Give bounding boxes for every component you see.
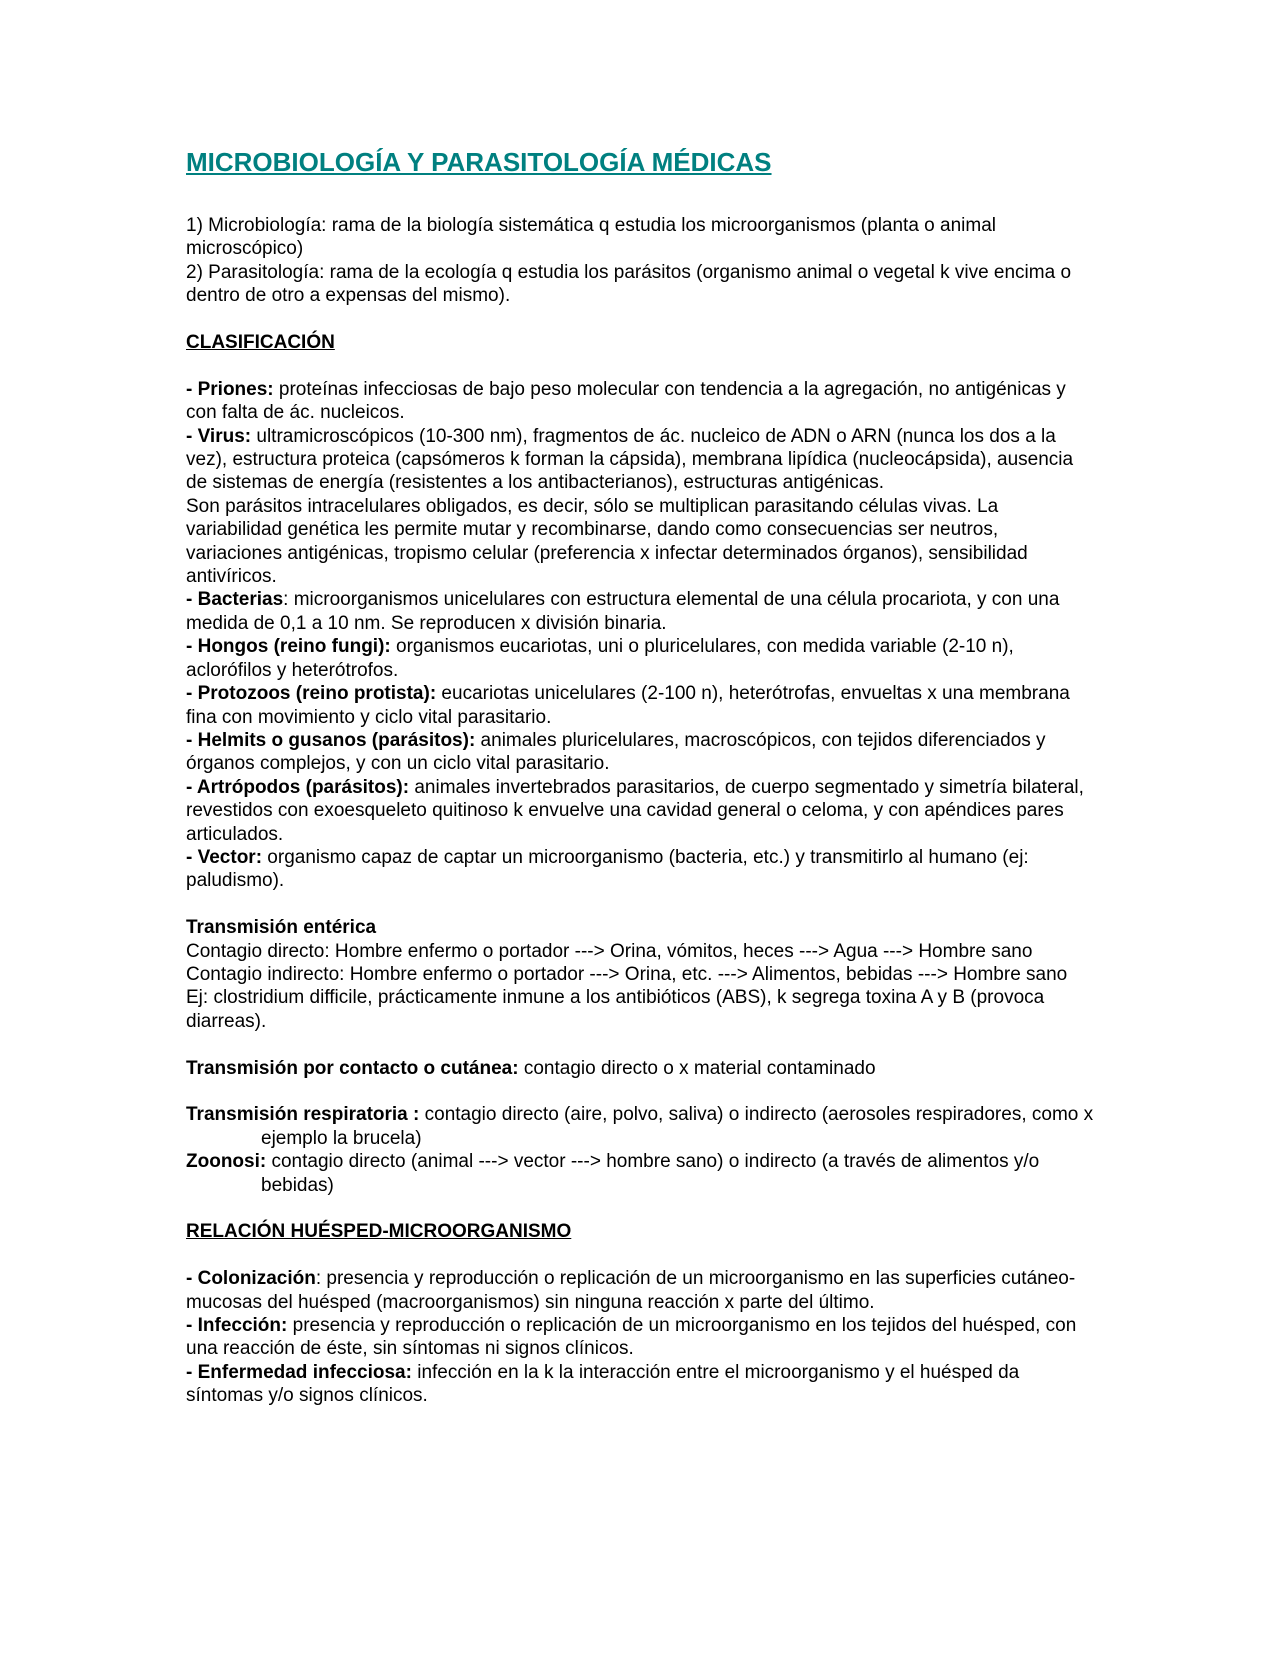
helmits-entry — [186, 729, 1096, 776]
bacterias-term: - Bacterias — [186, 589, 284, 611]
classification-heading: CLASIFICACIÓN — [186, 332, 335, 354]
contact-text: contagio directo o x material contaminado — [518, 1057, 876, 1079]
vector-entry — [186, 846, 1096, 893]
enteric-heading-text: Transmisión entérica — [186, 917, 377, 939]
respiratory-transmission — [186, 1103, 1096, 1150]
helmits-term: - Helmits o gusanos (parásitos): — [186, 729, 476, 751]
infeccion-term: - Infección: — [186, 1314, 288, 1336]
enteric-indirect: Contagio indirecto: Hombre enfermo o portador ---> Orina, etc. ---> Alimentos, bebidas ---> Hombre sano — [186, 963, 1068, 985]
enfermedad-entry — [186, 1361, 1096, 1408]
virus-extra-paragraph: Son parásitos intracelulares obligados, es decir, sólo se multiplican parasitando células vivas. La variabilidad genética les permite mutar y recombinarse, dando como consecuencias ser neutros, variaciones antigénicas, tropismo celular (preferencia x infectar determinados órganos), sensibilidad antivíricos. — [186, 495, 1028, 588]
zoonosis-transmission — [186, 1150, 1096, 1197]
hongos-term: - Hongos (reino fungi): — [186, 636, 391, 658]
intro-paragraph-2: 2) Parasitología: rama de la ecología q estudia los parásitos (organismo animal o vegetal k vive encima o dentro de otro a expensas del mismo). — [186, 261, 1072, 307]
hongos-text: organismos eucariotas, uni o pluricelulares, con medida variable (2-10 n), aclorófilos y heterótrofos. — [186, 636, 1014, 681]
document-page — [186, 146, 1096, 1408]
enfermedad-text: infección en la k la interacción entre el microorganismo y el huésped da síntomas y/o signos clínicos. — [186, 1361, 1020, 1407]
protozoos-text: eucariotas unicelulares (2-100 n), heterótrofas, envueltas x una membrana fina con movimiento y ciclo vital parasitario. — [186, 683, 1070, 728]
infeccion-text: presencia y reproducción o replicación de un microorganismo en los tejidos del huésped, con una reacción de éste, sin síntomas ni signos clínicos. — [186, 1314, 1077, 1360]
colonizacion-term: - Colonización — [186, 1268, 316, 1290]
intro-paragraph-1: 1) Microbiología: rama de la biología sistemática q estudia los microorganismos (planta o animal microscópico) — [186, 215, 996, 260]
enteric-heading — [186, 916, 1096, 939]
hongos-entry — [186, 635, 1096, 682]
protozoos-entry — [186, 682, 1096, 729]
virus-text: ultramicroscópicos (10-300 nm), fragmentos de ác. nucleico de ADN o ARN (nunca los dos a la vez), estructura proteica (capsómeros k forman la cápsida), membrana lipídica (nucleocápsida), ausencia de sistemas de energía (resistentes a los antibacterianos), estructuras antigénicas. — [186, 425, 1074, 494]
contact-term: Transmisión por contacto o cutánea: — [186, 1057, 519, 1079]
helmits-text: animales pluricelulares, macroscópicos, con tejidos diferenciados y órganos complejos, y con un ciclo vital parasitario. — [186, 729, 1046, 775]
vector-term: - Vector: — [186, 846, 263, 868]
virus-term: - Virus: — [186, 425, 252, 447]
enteric-example: Ej: clostridium difficile, prácticamente inmune a los antibióticos (ABS), k segrega toxina A y B (provoca diarreas). — [186, 987, 1045, 1032]
zoonosis-text: contagio directo (animal ---> vector ---> hombre sano) o indirecto (a través de alimentos y/o bebidas) — [261, 1151, 1040, 1196]
zoonosis-term: Zoonosi: — [186, 1151, 267, 1173]
priones-entry — [186, 378, 1096, 425]
bacterias-entry — [186, 588, 1096, 635]
document-title: MICROBIOLOGÍA Y PARASITOLOGÍA MÉDICAS — [186, 147, 772, 177]
artropodos-text: animales invertebrados parasitarios, de cuerpo segmentado y simetría bilateral, revestidos con exoesqueleto quitinoso k envuelve una cavidad general o celoma, y con apéndices pares articulados. — [186, 776, 1084, 845]
virus-entry — [186, 425, 1096, 495]
artropodos-entry — [186, 776, 1096, 846]
relation-heading: RELACIÓN HUÉSPED-MICROORGANISMO — [186, 1221, 572, 1243]
colonizacion-text: : presencia y reproducción o replicación de un microorganismo en las superficies cutáneo-mucosas del huésped (macroorganismos) sin ninguna reacción x parte del último. — [186, 1268, 1076, 1313]
colonizacion-entry — [186, 1267, 1096, 1314]
enteric-direct: Contagio directo: Hombre enfermo o portador ---> Orina, vómitos, heces ---> Agua ---> Hombre sano — [186, 940, 1033, 962]
respiratory-text: contagio directo (aire, polvo, saliva) o indirecto (aerosoles respiradores, como x ejemplo la brucela) — [261, 1104, 1094, 1149]
enfermedad-term: - Enfermedad infecciosa: — [186, 1361, 412, 1383]
contact-transmission — [186, 1057, 1096, 1080]
priones-text: proteínas infecciosas de bajo peso molecular con tendencia a la agregación, no antigénicas y con falta de ác. nucleicos. — [186, 378, 1066, 424]
vector-text: organismo capaz de captar un microorganismo (bacteria, etc.) y transmitirlo al humano (ej: paludismo). — [186, 846, 1029, 892]
bacterias-text: : microorganismos unicelulares con estructura elemental de una célula procariota, y con una medida de 0,1 a 10 nm. Se reproducen x división binaria. — [186, 589, 1060, 634]
priones-term: - Priones: — [186, 378, 274, 400]
respiratory-term: Transmisión respiratoria : — [186, 1104, 420, 1126]
artropodos-term: - Artrópodos (parásitos): — [186, 776, 410, 798]
infeccion-entry — [186, 1314, 1096, 1361]
protozoos-term: - Protozoos (reino protista): — [186, 683, 437, 705]
